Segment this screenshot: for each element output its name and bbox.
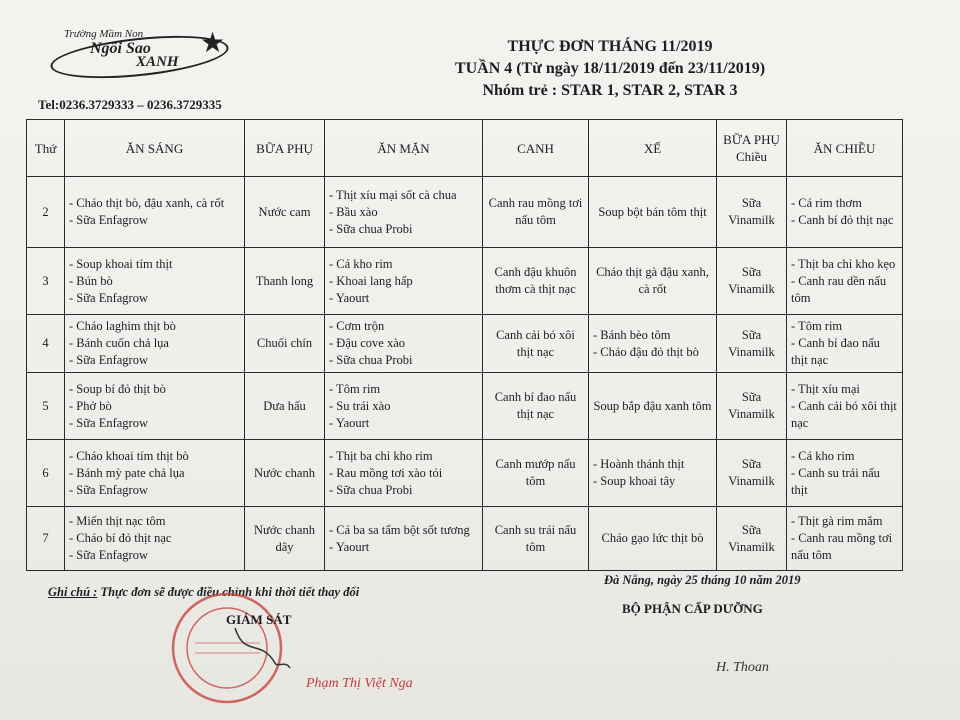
menu-item: - Yaourt: [329, 415, 370, 430]
column-header-breakfast: ĂN SÁNG: [65, 120, 245, 177]
cell-day: 7: [27, 507, 65, 571]
cell-day: 6: [27, 440, 65, 507]
cell-snack-pm: Sữa Vinamilk: [717, 373, 787, 440]
menu-item: - Hoành thánh thịt: [593, 457, 685, 471]
cell-dinner: [787, 315, 903, 373]
cell-day: 4: [27, 315, 65, 373]
cell-dinner: [787, 507, 903, 571]
cell-afternoon: [589, 507, 717, 571]
menu-item: - Sữa chua Probi: [329, 482, 413, 497]
cell-soup: Canh mướp nấu tôm: [483, 440, 589, 507]
menu-item: - Khoai lang hấp: [329, 273, 413, 288]
cell-snack: Nước cam: [245, 177, 325, 248]
logo-line1: Ngôi Sao: [90, 40, 151, 57]
school-stamp: [165, 588, 295, 708]
cell-dinner: [787, 248, 903, 315]
cell-snack-pm: Sữa Vinamilk: [717, 440, 787, 507]
column-header-soup: CANH: [483, 120, 589, 177]
cell-snack-pm: Sữa Vinamilk: [717, 507, 787, 571]
menu-item: - Rau mồng tơi xào tỏi: [329, 465, 443, 480]
cell-breakfast: [65, 248, 245, 315]
menu-item: - Canh rau dền nấu tôm: [791, 273, 887, 305]
menu-item: - Đậu cove xào: [329, 336, 406, 350]
column-header-snack: BỮA PHỤ: [245, 120, 325, 177]
document-header: [400, 36, 820, 102]
menu-item: - Cháo laghim thịt bò: [69, 319, 176, 333]
menu-item: - Canh su trái nấu thịt: [791, 465, 880, 497]
cell-afternoon: [589, 373, 717, 440]
cell-snack: Chuối chín: [245, 315, 325, 373]
note-label: Ghi chú :: [48, 585, 98, 599]
menu-item: - Soup khoai tây: [593, 474, 676, 488]
menu-item: - Canh rau mồng tơi nấu tôm: [791, 531, 893, 562]
cell-day: 3: [27, 248, 65, 315]
cell-main: [325, 248, 483, 315]
menu-item: - Canh bí đao nấu thịt nạc: [791, 336, 880, 367]
menu-table: [26, 119, 903, 571]
phone-number: Tel:0236.3729333 – 0236.3729335: [38, 97, 222, 112]
menu-item: - Cháo bí đỏ thịt nạc: [69, 531, 172, 545]
menu-item: - Cháo thịt bò, đậu xanh, cà rốt: [69, 196, 225, 210]
column-header-dinner: ĂN CHIỀU: [787, 120, 903, 177]
cell-breakfast: [65, 315, 245, 373]
cell-dinner: [787, 373, 903, 440]
table-row: [27, 507, 903, 571]
menu-item: - Tôm rim: [791, 319, 843, 333]
menu-item: - Sữa Enfagrow: [69, 213, 148, 227]
cell-main: [325, 373, 483, 440]
cell-snack-pm: Sữa Vinamilk: [717, 315, 787, 373]
menu-item: - Bánh cuốn chả lụa: [69, 336, 169, 350]
cell-snack: Dưa hấu: [245, 373, 325, 440]
cell-main: [325, 177, 483, 248]
menu-item: - Yaourt: [329, 290, 370, 305]
menu-item: - Thịt gà rim mắm: [791, 514, 883, 528]
age-group: Nhóm trẻ : STAR 1, STAR 2, STAR 3: [482, 82, 738, 99]
menu-table-body: [27, 177, 903, 571]
cell-afternoon: [589, 440, 717, 507]
cell-soup: Canh đậu khuôn thơm cà thịt nạc: [483, 248, 589, 315]
menu-item: - Sữa Enfagrow: [69, 353, 148, 367]
menu-item: Cháo thịt gà đậu xanh, cà rốt: [596, 265, 709, 296]
cell-afternoon: [589, 248, 717, 315]
menu-item: - Bánh bèo tôm: [593, 327, 671, 342]
menu-item: - Cháo đậu đỏ thịt bò: [593, 344, 699, 359]
document-title: THỰC ĐƠN THÁNG 11/2019: [507, 38, 713, 55]
cell-snack-pm: Sữa Vinamilk: [717, 177, 787, 248]
cell-breakfast: [65, 440, 245, 507]
cell-breakfast: [65, 373, 245, 440]
cell-main: [325, 315, 483, 373]
supervisor-signature: Phạm Thị Việt Nga: [306, 676, 413, 691]
menu-item: - Tôm rim: [329, 381, 381, 396]
menu-item: - Su trái xào: [329, 398, 391, 413]
menu-item: - Bún bò: [69, 273, 113, 288]
menu-item: - Bánh mỳ pate chả lụa: [69, 465, 185, 480]
department-signature: H. Thoan: [716, 660, 769, 675]
menu-item: - Sữa Enfagrow: [69, 290, 148, 305]
logo-line2: XANH: [136, 54, 179, 70]
cell-main: [325, 440, 483, 507]
menu-item: Soup bột bán tôm thịt: [598, 204, 707, 219]
menu-item: - Cơm trộn: [329, 319, 385, 333]
cell-day: 2: [27, 177, 65, 248]
column-header-afternoon: XẾ: [589, 120, 717, 177]
column-header-main: ĂN MẶN: [325, 120, 483, 177]
menu-item: - Thịt xíu mại sốt cà chua: [329, 187, 457, 202]
cell-afternoon: [589, 177, 717, 248]
table-row: [27, 373, 903, 440]
department-title: BỘ PHẬN CẤP DƯỠNG: [622, 601, 763, 616]
menu-item: - Cá rim thơm: [791, 196, 862, 210]
menu-item: - Sữa Enfagrow: [69, 548, 148, 562]
cell-soup: Canh su trái nấu tôm: [483, 507, 589, 571]
cell-breakfast: [65, 177, 245, 248]
menu-item: - Sữa chua Probi: [329, 221, 413, 236]
week-range: TUẦN 4 (Từ ngày 18/11/2019 đến 23/11/2019): [454, 60, 766, 77]
place-date: Đà Nẵng, ngày 25 tháng 10 năm 2019: [604, 573, 801, 587]
table-row: [27, 440, 903, 507]
table-row: [27, 315, 903, 373]
cell-snack: Nước chanh dây: [245, 507, 325, 571]
menu-item: - Sữa chua Probi: [329, 353, 413, 367]
table-header-row: [27, 120, 903, 177]
column-header-day: Thứ: [27, 120, 65, 177]
menu-item: - Bầu xào: [329, 204, 378, 219]
cell-soup: Canh bí đao nấu thịt nạc: [483, 373, 589, 440]
cell-breakfast: [65, 507, 245, 571]
cell-snack: Nước chanh: [245, 440, 325, 507]
table-row: [27, 177, 903, 248]
menu-item: - Miến thịt nạc tôm: [69, 514, 166, 528]
menu-item: - Phở bò: [69, 398, 112, 413]
cell-afternoon: [589, 315, 717, 373]
cell-snack: Thanh long: [245, 248, 325, 315]
menu-item: Soup bắp đậu xanh tôm: [593, 398, 712, 413]
cell-main: [325, 507, 483, 571]
menu-item: - Cá kho rim: [791, 448, 855, 463]
menu-item: - Sữa Enfagrow: [69, 415, 148, 430]
menu-item: Cháo gạo lức thịt bò: [601, 531, 704, 545]
menu-item: - Yaourt: [329, 539, 370, 554]
logo-tagline: Trường Mầm Non: [64, 28, 144, 40]
cell-soup: Canh rau mồng tơi nấu tôm: [483, 177, 589, 248]
menu-item: - Canh cải bó xôi thịt nạc: [791, 398, 897, 430]
menu-item: - Thịt ba chỉ kho kẹo: [791, 256, 896, 271]
supervisor-title: GIÁM SÁT: [226, 612, 292, 627]
menu-item: - Cháo khoai tím thịt bò: [69, 448, 189, 463]
column-header-snack-pm: BỮA PHỤ Chiều: [717, 120, 787, 177]
menu-item: - Soup khoai tím thịt: [69, 256, 173, 271]
cell-dinner: [787, 440, 903, 507]
note-text: Thực đơn sẽ được điều chỉnh khi thời tiết thay đổi: [100, 585, 360, 599]
star-icon: ★: [200, 28, 226, 59]
menu-item: - Soup bí đỏ thịt bò: [69, 381, 166, 396]
cell-snack-pm: Sữa Vinamilk: [717, 248, 787, 315]
menu-item: - Sữa Enfagrow: [69, 482, 148, 497]
cell-soup: Canh cải bó xôi thịt nạc: [483, 315, 589, 373]
school-logo: [50, 28, 235, 76]
menu-item: - Thịt xíu mại: [791, 381, 860, 396]
menu-item: - Canh bí đỏ thịt nạc: [791, 213, 894, 227]
cell-day: 5: [27, 373, 65, 440]
menu-item: - Cá ba sa tẩm bột sốt tương: [329, 522, 470, 537]
menu-item: - Cá kho rim: [329, 256, 393, 271]
table-row: [27, 248, 903, 315]
menu-item: - Thịt ba chỉ kho rim: [329, 448, 433, 463]
cell-dinner: [787, 177, 903, 248]
